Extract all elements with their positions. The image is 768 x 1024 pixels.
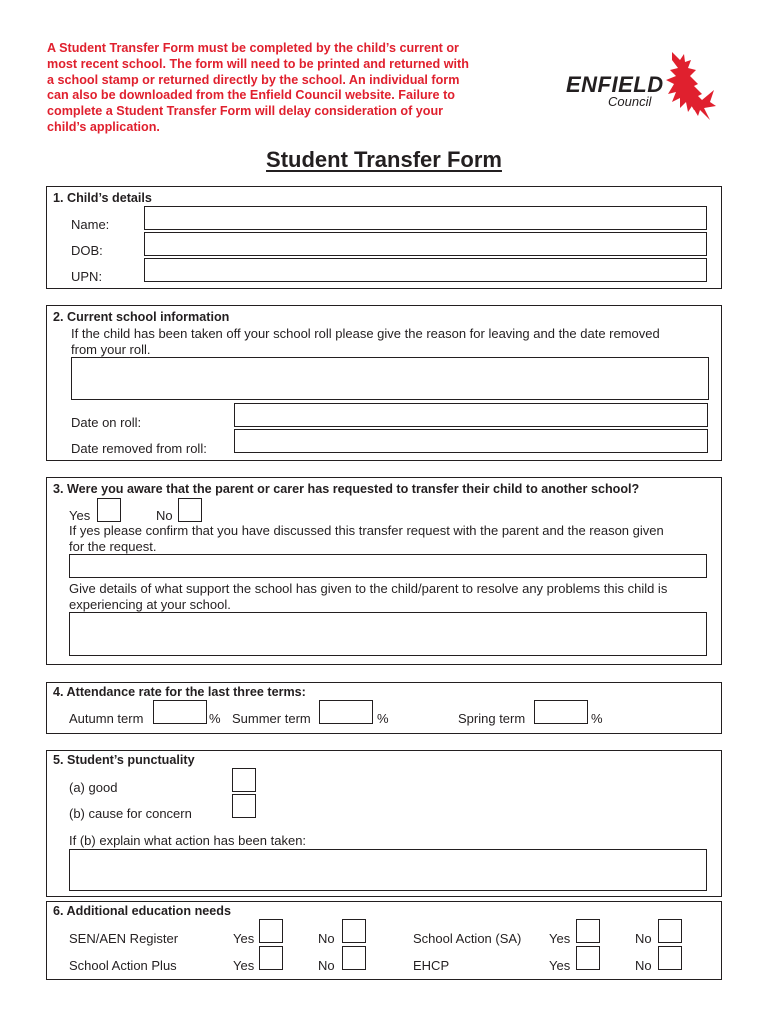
instruction-text: experiencing at your school.: [69, 597, 231, 612]
upn-label: UPN:: [71, 269, 103, 284]
school-action-label: School Action (SA): [413, 931, 522, 946]
action-taken-field[interactable]: [69, 849, 707, 891]
summer-term-field[interactable]: [319, 700, 373, 724]
instruction-text: If the child has been taken off your school roll please give the reason for leaving and the date removed: [71, 326, 660, 341]
no-label: No: [318, 958, 335, 973]
no-label: No: [318, 931, 335, 946]
enfield-council-logo: [560, 50, 720, 130]
instruction-text: If yes please confirm that you have discussed this transfer request with the parent and the reason given: [69, 523, 664, 538]
section-heading: 5. Student’s punctuality: [53, 753, 195, 767]
sen-aen-label: SEN/AEN Register: [69, 931, 179, 946]
aware-no-checkbox[interactable]: [178, 498, 202, 522]
transfer-reason-field[interactable]: [69, 554, 707, 578]
date-on-roll-label: Date on roll:: [71, 415, 142, 430]
support-details-field[interactable]: [69, 612, 707, 656]
sap-yes-checkbox[interactable]: [259, 946, 283, 970]
spring-term-field[interactable]: [534, 700, 588, 724]
no-label: No: [635, 958, 652, 973]
yes-label: Yes: [233, 931, 255, 946]
sa-no-checkbox[interactable]: [658, 919, 682, 943]
percent-label: %: [377, 711, 389, 726]
intro-line: A Student Transfer Form must be completed by the child’s current or: [47, 41, 459, 55]
ehcp-label: EHCP: [413, 958, 450, 973]
upn-field[interactable]: [144, 258, 707, 282]
dob-field[interactable]: [144, 232, 707, 256]
sen-yes-checkbox[interactable]: [259, 919, 283, 943]
punctuality-concern-checkbox[interactable]: [232, 794, 256, 818]
intro-notice: [47, 41, 527, 136]
section-heading: 1. Child’s details: [53, 191, 152, 205]
summer-term-label: Summer term: [232, 711, 311, 726]
intro-line: a school stamp or returned directly by the school. An individual form: [47, 72, 460, 87]
section-heading: 3. Were you aware that the parent or carer has requested to transfer their child to another school?: [53, 482, 640, 496]
yes-label: Yes: [549, 958, 571, 973]
autumn-term-label: Autumn term: [69, 711, 144, 726]
logo-wordmark: ENFIELD: [566, 72, 664, 97]
section-heading: 6. Additional education needs: [53, 904, 231, 918]
percent-label: %: [591, 711, 603, 726]
instruction-text: Give details of what support the school has given to the child/parent to resolve any problems this child is: [69, 581, 668, 596]
ehcp-yes-checkbox[interactable]: [576, 946, 600, 970]
instruction-text: from your roll.: [71, 342, 151, 357]
concern-label: (b) cause for concern: [69, 806, 192, 821]
page-title: Student Transfer Form: [266, 147, 502, 172]
date-on-roll-field[interactable]: [234, 403, 708, 427]
date-removed-field[interactable]: [234, 429, 708, 453]
name-field[interactable]: [144, 206, 707, 230]
section-education-needs: [46, 901, 722, 980]
ehcp-no-checkbox[interactable]: [658, 946, 682, 970]
date-removed-label: Date removed from roll:: [71, 441, 207, 456]
intro-line: child’s application.: [47, 119, 160, 134]
yes-label: Yes: [69, 508, 91, 523]
intro-line: can also be downloaded from the Enfield Council website. Failure to: [47, 88, 455, 103]
no-label: No: [635, 931, 652, 946]
section-punctuality: [46, 750, 722, 897]
aware-yes-checkbox[interactable]: [97, 498, 121, 522]
sap-no-checkbox[interactable]: [342, 946, 366, 970]
sa-yes-checkbox[interactable]: [576, 919, 600, 943]
school-action-plus-label: School Action Plus: [69, 958, 177, 973]
section-transfer-awareness: [46, 477, 722, 665]
intro-line: complete a Student Transfer Form will delay consideration of your: [47, 104, 444, 119]
sen-no-checkbox[interactable]: [342, 919, 366, 943]
no-label: No: [156, 508, 173, 523]
punctuality-good-checkbox[interactable]: [232, 768, 256, 792]
section-heading: 4. Attendance rate for the last three terms:: [53, 685, 306, 699]
yes-label: Yes: [549, 931, 571, 946]
intro-line: most recent school. The form will need to be printed and returned with: [47, 56, 469, 71]
name-label: Name:: [71, 217, 110, 232]
spring-term-label: Spring term: [458, 711, 526, 726]
leaving-reason-field[interactable]: [71, 357, 709, 400]
instruction-text: for the request.: [69, 539, 157, 554]
section-attendance: [46, 682, 722, 734]
percent-label: %: [209, 711, 221, 726]
good-label: (a) good: [69, 780, 118, 795]
logo-subtitle: Council: [608, 94, 652, 109]
section-childs-details: [46, 186, 722, 289]
dob-label: DOB:: [71, 243, 103, 258]
instruction-text: If (b) explain what action has been taken:: [69, 833, 307, 848]
section-heading: 2. Current school information: [53, 310, 230, 324]
dragon-icon: [658, 50, 716, 124]
yes-label: Yes: [233, 958, 255, 973]
section-current-school: [46, 305, 722, 461]
autumn-term-field[interactable]: [153, 700, 207, 724]
